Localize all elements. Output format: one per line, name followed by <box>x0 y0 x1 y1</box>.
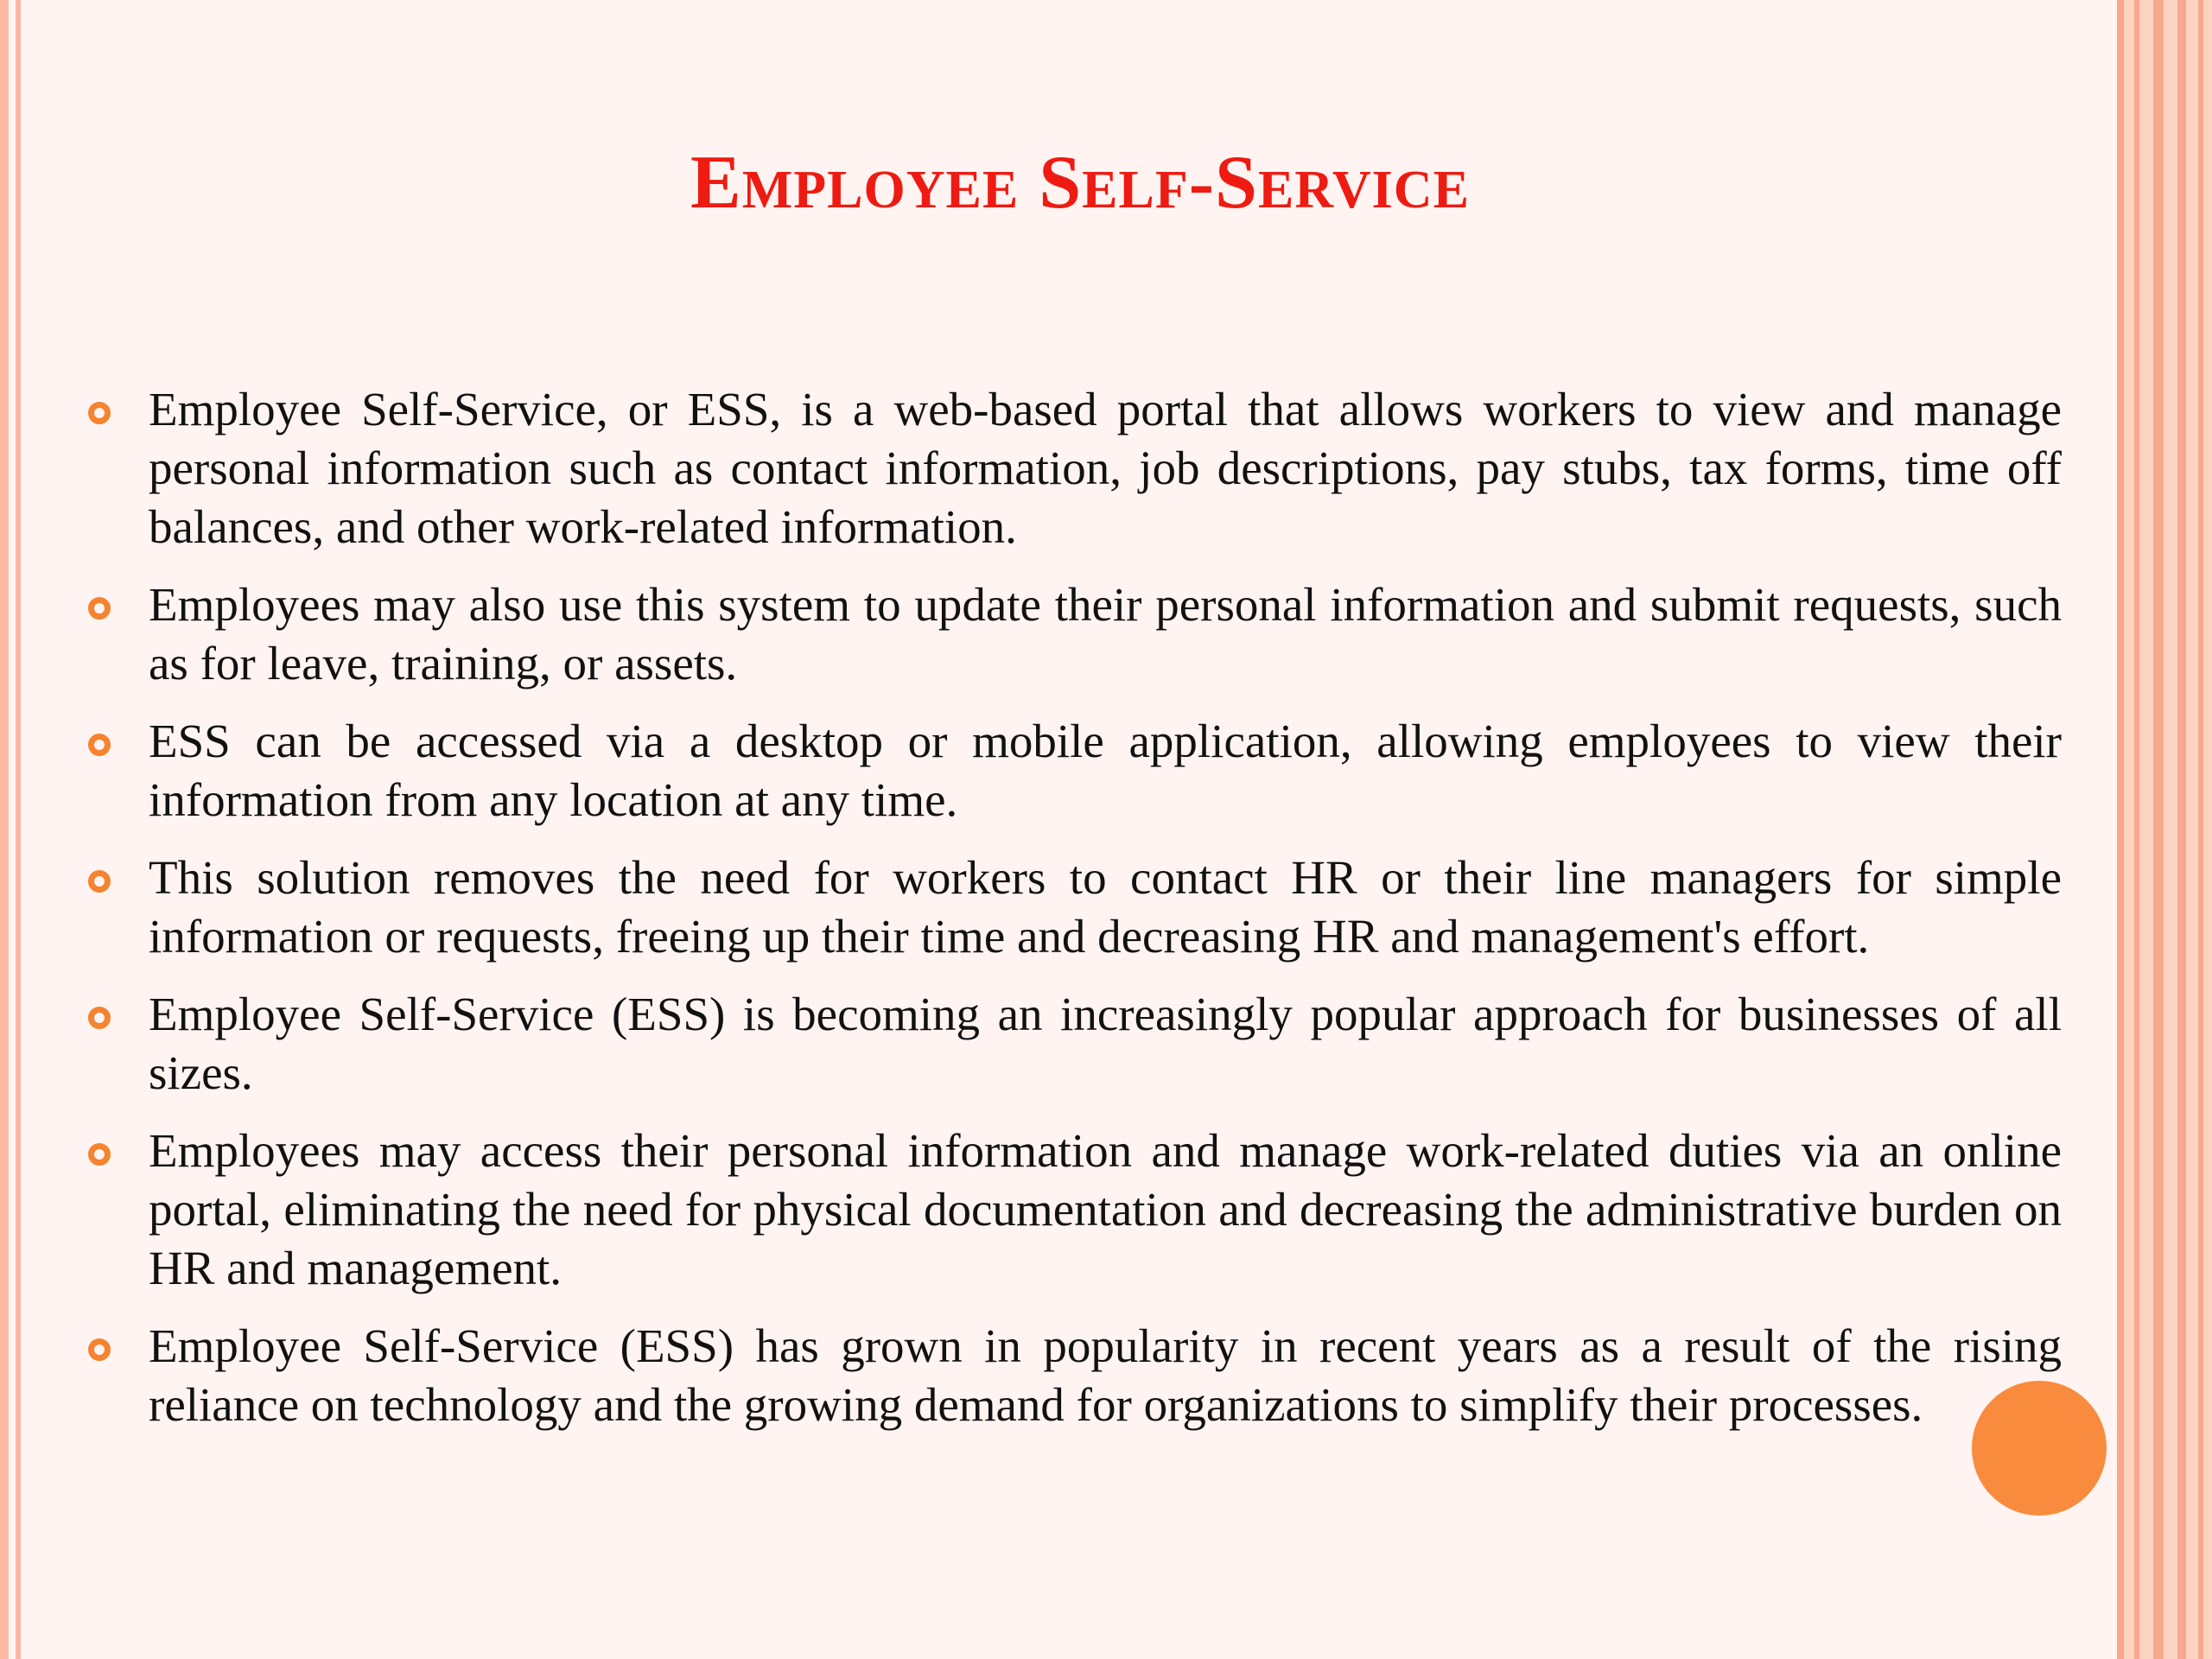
bullet-text: This solution removes the need for workers to contact HR or their line managers for simple information or requests, freeing up their time and decreasing HR and management's effort. <box>149 851 2062 963</box>
bullet-item <box>83 1317 2062 1434</box>
orange-circle-icon <box>1972 1381 2107 1516</box>
bullet-item <box>83 712 2062 830</box>
bullet-item <box>83 849 2062 966</box>
bullet-item <box>83 1122 2062 1298</box>
hollow-circle-bullet-icon <box>88 870 111 893</box>
right-border-stripe <box>2117 0 2124 1659</box>
hollow-circle-bullet-icon <box>88 1143 111 1166</box>
hollow-circle-bullet-icon <box>88 1338 111 1361</box>
right-border-stripe <box>2153 0 2164 1659</box>
bullet-text: ESS can be accessed via a desktop or mobile application, allowing employees to view their information from any location at any time. <box>149 715 2062 826</box>
left-border-stripe <box>0 0 9 1659</box>
bullet-text: Employee Self-Service, or ESS, is a web-based portal that allows workers to view and manage personal information such as contact information, job descriptions, pay stubs, tax forms, time off balances, and other work-related information. <box>149 383 2062 553</box>
hollow-circle-bullet-icon <box>88 402 111 424</box>
bullet-item <box>83 985 2062 1103</box>
bullet-text: Employees may access their personal information and manage work-related duties via an online portal, eliminating the need for physical documentation and decreasing the administrative burden on HR and management. <box>149 1124 2062 1294</box>
hollow-circle-bullet-icon <box>88 1007 111 1029</box>
right-border-stripe <box>2134 0 2139 1659</box>
bullet-text: Employees may also use this system to update their personal information and submit requests, such as for leave, training, or assets. <box>149 578 2062 690</box>
left-border-stripe <box>16 0 21 1659</box>
hollow-circle-bullet-icon <box>88 597 111 620</box>
slide-title: Employee Self-Service <box>690 141 1470 225</box>
bullet-item <box>83 380 2062 556</box>
right-border-stripe <box>2177 0 2186 1659</box>
bullet-text: Employee Self-Service (ESS) is becoming an increasingly popular approach for businesses of all sizes. <box>149 988 2062 1099</box>
right-border-stripe <box>2198 0 2203 1659</box>
bullet-item <box>83 575 2062 693</box>
bullet-list <box>83 380 2062 1453</box>
bullet-text: Employee Self-Service (ESS) has grown in popularity in recent years as a result of the rising reliance on technology and the growing demand for organizations to simplify their processes. <box>149 1319 2062 1431</box>
hollow-circle-bullet-icon <box>88 734 111 756</box>
